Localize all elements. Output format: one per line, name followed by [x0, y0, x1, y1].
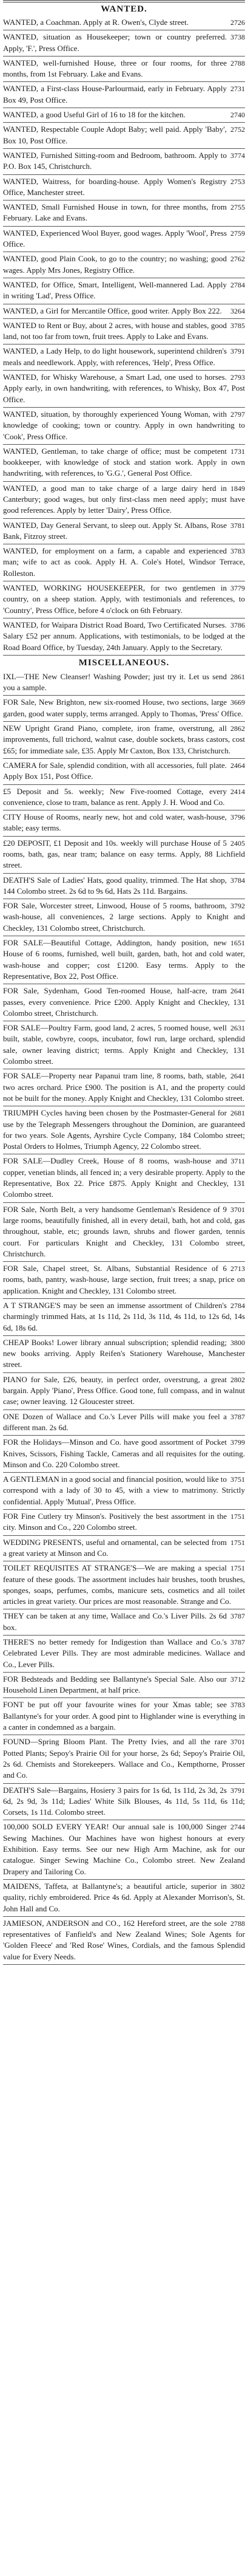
classified-ad: [3, 344, 245, 371]
ad-reference-number: 2464: [230, 761, 245, 770]
ad-reference-number: 2744: [230, 1823, 245, 1832]
classified-ad: [3, 785, 245, 811]
ad-text: WANTED, Small Furnished House in town, for three months, from February. Lake and Evans.: [3, 202, 227, 223]
classified-ad: [3, 837, 245, 874]
ad-text: WANTED, Day General Servant, to sleep out. Apply St. Albans, Rose Bank, Fitzroy street.: [3, 520, 227, 541]
ad-reference-number: 2862: [230, 724, 245, 733]
ad-text: WANTED, Gentleman, to take charge of office; must be competent bookkeeper, with knowledge of stock and station work. Apply in own handwriting, with references, to 'G.G.', General Post Office.: [3, 446, 245, 478]
ad-reference-number: 3783: [230, 1701, 245, 1710]
ad-text: JAMIESON, ANDERSON and CO., 162 Hereford street, are the sole representatives of Fanfield's and New Zealand Wines; Sole Agents for 'Golden Fleece' and 'Red Rose' Wines, Cordials, and the famous Splendid value for Every Needs.: [3, 1918, 245, 1961]
ad-reference-number: 3800: [230, 1338, 245, 1347]
ad-text: MAIDENS, Taffeta, at Ballantyne's; a beautiful article, superior in quality, richly embroidered. Price 4s 6d. Apply at Alexander Morrison's, St. John Hall and Co.: [3, 1881, 245, 1913]
classified-ad: [3, 57, 245, 83]
ad-reference-number: 3787: [230, 1412, 245, 1421]
ad-text: FONT be put off your favourite wines for your Xmas table; see Ballantyne's for your order. A good pint to Highlander wine is everything in a canter in condemned as a bargain.: [3, 1700, 245, 1732]
classified-ad: [3, 108, 245, 123]
classified-ad: [3, 696, 245, 722]
ad-reference-number: 3784: [230, 875, 245, 885]
ad-reference-number: 2762: [230, 255, 245, 264]
classified-ad: [3, 1154, 245, 1202]
ad-reference-number: 2731: [230, 84, 245, 94]
ad-text: TOILET REQUISITES AT STRANGE'S—We are making a special feature of these goods. The assortment includes hair brushes, tooth brushes, sponges, soaps, perfumes, combs, manicure sets, cosmetics and all toilet articles in great variety. Our prices are most reasonable. Strange and Co.: [3, 1563, 245, 1606]
ad-reference-number: 3774: [230, 151, 245, 160]
classified-ad: [3, 1917, 245, 1965]
classified-ad: [3, 519, 245, 545]
ad-reference-number: 3751: [230, 1475, 245, 1484]
ad-text: WANTED, a First-class House-Parlourmaid, early in February. Apply Box 49, Post Office.: [3, 84, 227, 104]
ad-text: IXL—THE New Cleanser! Washing Powder; just try it. Let us send you a sample.: [3, 671, 227, 693]
ad-text: WANTED, a Girl for Mercantile Office, good writer. Apply Box 222.: [3, 306, 222, 315]
ad-text: CAMERA for Sale, splendid condition, with all accessories, full plate. Apply Box 151, Post Office.: [3, 760, 227, 781]
ad-text: NEW Upright Grand Piano, complete, iron frame, overstrung, all improvements, full trichord, walnut case, double sockets, brass castors, cost £65; for immediate sale, £35. Apply Mr Caxton, Box 133, Christchurch.: [3, 724, 245, 755]
ad-text: THERE'S no better remedy for Indigestion than Wallace and Co.'s Celebrated Lever Pills. They are most admirable medicines. Wallace and Co., Lever Pills.: [3, 1637, 245, 1669]
ad-reference-number: 3712: [230, 1674, 245, 1684]
ad-text: FOR Sale, Chapel street, St. Albans, Substantial Residence of 6 rooms, bath, pantry, wash-house, large section, fruit trees; a snap, price on application. Knight and Checkley, 131 Colombo street.: [3, 1264, 245, 1295]
ad-text: ONE Dozen of Wallace and Co.'s Lever Pills will make you feel a different man. 2s 6d.: [3, 1411, 227, 1432]
classified-ad: [3, 408, 245, 445]
classified-ad: [3, 371, 245, 408]
ad-text: WEDDING PRESENTS, useful and ornamental, can be selected from a great variety at Minson and Co.: [3, 1537, 227, 1558]
ad-reference-number: 3738: [230, 33, 245, 42]
ad-reference-number: 3783: [230, 547, 245, 556]
ad-text: WANTED, for Office, Smart, Intelligent, Well-mannered Lad. Apply in writing 'Lad', Press Office.: [3, 279, 227, 301]
ad-reference-number: 2414: [230, 787, 245, 796]
ad-text: FOR the Holidays—Minson and Co. have good assortment of Pocket Knives, Scissors, Fishing Tackle, Cameras and all requisites for the outing. Minson and Co. 220 Colombo street.: [3, 1437, 245, 1469]
ad-text: WANTED, a good Useful Girl of 16 to 18 for the kitchen.: [3, 110, 186, 120]
ad-reference-number: 2784: [230, 280, 245, 289]
ad-text: WANTED, Furnished Sitting-room and Bedroom, bathroom. Apply to P.O. Box 145, Christchurch.: [3, 150, 227, 171]
classified-ad: [3, 149, 245, 175]
classified-ad: [3, 670, 245, 696]
ad-reference-number: 3791: [230, 347, 245, 356]
ad-reference-number: 2740: [230, 111, 245, 120]
classified-ad: [3, 1820, 245, 1879]
ad-text: WANTED, a Lady Help, to do light housework, superintend children's meals and needlework. Apply, with references, 'Help', Press Office.: [3, 346, 227, 367]
ad-text: FOR Sale, North Belt, a very handsome Gentleman's Residence of 9 large rooms, beautifully finished, all in every detail, bath, hot and cold, gas throughout, stable, etc; grounds lawn, shrubs and flower garden, tennis court. For particulars Knight and Checkley, 131 Colombo street, Christchurch.: [3, 1204, 245, 1258]
ad-reference-number: 2405: [230, 838, 245, 848]
classified-ad: [3, 581, 245, 618]
classified-ad: [3, 1203, 245, 1262]
ad-text: WANTED, for employment on a farm, a capable and experienced man; wife to act as cook. Apply H. A. Cole's Hotel, Windsor Terrace, Rolleston.: [3, 546, 245, 578]
classified-ad: [3, 445, 245, 482]
ad-text: 100,000 SOLD EVERY YEAR! Our annual sale is 100,000 Singer Sewing Machines. Our Machines have won highest honours at every Exhibition. Easy terms. See our new High Arm Machine, ask for our catalogue. Singer Sewing Machine Co., Colombo street. New Zealand Drapery and Tailoring Co.: [3, 1822, 245, 1876]
ad-text: WANTED, for Waipara District Road Board, Two Certificated Nurses. Salary £52 per annum. Applications, with testimonials, to be lodged at the Road Board Office, by Tuesday, 24th January. Apply to the Secretary.: [3, 620, 245, 652]
ad-reference-number: 2861: [230, 672, 245, 681]
classified-ad: [3, 936, 245, 984]
ad-text: FOR Sale, Sydenham, Good Ten-roomed House, half-acre, tram passes, every convenience. Price £200. Apply Knight and Checkley, 131 Colombo street, Christchurch.: [3, 986, 245, 1018]
ad-text: WANTED, Respectable Couple Adopt Baby; well paid. Apply 'Baby', Box 10, Post Office.: [3, 125, 227, 145]
classified-ad: [3, 82, 245, 108]
ad-reference-number: 2793: [230, 373, 245, 382]
ad-reference-number: 2641: [230, 987, 245, 996]
classified-ad: [3, 984, 245, 1021]
classified-ad: [3, 1636, 245, 1673]
classified-ad: [3, 16, 245, 30]
ad-reference-number: 2681: [230, 1109, 245, 1118]
ad-text: PIANO for Sale, £26, beauty, in perfect order, overstrung, a great bargain. Apply 'Piano', Press Office. Good tone, full compass, and in walnut case; owner leaving. 12 Gloucester street.: [3, 1374, 245, 1406]
ad-text: TRIUMPH Cycles having been chosen by the Postmaster-General for use by the Telegraph Messengers throughout the Dominion, are guaranteed for two years. Sole Agents, Ayrshire Cycle Company, 184 Colombo street; Postal Orders to Holmes, Triumph Agency, 22 Colombo street.: [3, 1108, 245, 1151]
classified-ad: [3, 175, 245, 201]
classified-ad: [3, 482, 245, 519]
ad-text: WANTED, good Plain Cook, to go to the country; no washing; good wages. Apply Mrs Jones, Registry Office.: [3, 254, 227, 275]
ad-reference-number: 2713: [230, 1264, 245, 1273]
ad-reference-number: 1751: [230, 1538, 245, 1547]
ad-reference-number: 1751: [230, 1564, 245, 1573]
ad-reference-number: 3264: [230, 306, 245, 315]
ad-text: WANTED, situation, by thoroughly experienced Young Woman, with knowledge of cooking; town or country. Apply in own handwriting to 'Cook', Press Office.: [3, 409, 245, 441]
ad-text: FOR Sale, New Brighton, new six-roomed House, two sections, large garden, good water supply, terms arranged. Apply to Thomas, 'Press' Office.: [3, 697, 243, 718]
ad-text: CHEAP Books! Lower library annual subscription; splendid reading; new books arriving. Apply Reifen's Stationery Warehouse, Manchester street.: [3, 1337, 245, 1369]
ad-reference-number: 3787: [230, 1638, 245, 1646]
classified-ad: [3, 30, 245, 57]
ad-reference-number: 2788: [230, 1919, 245, 1928]
ad-reference-number: 2759: [230, 228, 245, 238]
ad-reference-number: 2797: [230, 409, 245, 419]
ad-text: WANTED, a good man to take charge of a large dairy herd in Canterbury; good wages, but only first-class men need apply; must have good references. Apply by letter 'Dairy', Press Office.: [3, 483, 245, 515]
classified-ad: [3, 759, 245, 785]
ad-text: WANTED, Waitress, for boarding-house. Apply Women's Registry Office, Manchester street.: [3, 176, 227, 197]
ad-text: FOR SALE—Beautiful Cottage, Addington, handy position, new House of 6 rooms, furnished, well built, garden, bath, hot and cold water, wash-house and copper; cost £1200. Easy terms. Apply to the Representative, Box 22, Post Office.: [3, 938, 245, 981]
classified-ad: [3, 618, 245, 656]
classified-ad: [3, 1698, 245, 1735]
classified-ad: [3, 319, 245, 345]
classified-ad: [3, 1410, 245, 1436]
ad-text: WANTED, for Whisky Warehouse, a Smart Lad, one used to horses. Apply early, in own handwriting, with references, to Whisky, Box 47, Post Office.: [3, 372, 245, 404]
ad-text: WANTED, well-furnished House, three or four rooms, for three months, from 1st February. Lake and Evans.: [3, 58, 227, 79]
ad-reference-number: 3791: [230, 1786, 245, 1795]
classified-ad: [3, 1735, 245, 1783]
ad-text: FOR Bedsteads and Bedding see Ballantyne's Special Sale. Also our Household Linen Department, at half price.: [3, 1674, 227, 1695]
ad-reference-number: 2753: [230, 177, 245, 186]
classified-ad: [3, 1561, 245, 1609]
ad-reference-number: 3786: [230, 620, 245, 629]
classified-ad: [3, 304, 245, 319]
classified-ad: [3, 200, 245, 227]
ad-text: DEATH'S Sale—Bargains, Hosiery 3 pairs for 1s 6d, 1s 11d, 2s 3d, 2s 6d, 2s 9d, 3s 11d; Ladies' White Silk Blouses, 4s 11d, 5s 11d, 6s 11d; Corsets, 1s 11d. Colombo street.: [3, 1785, 245, 1817]
classified-ad: [3, 1299, 245, 1336]
ad-text: FOR Fine Cutlery try Minson's. Positively the best assortment in the city. Minson and Co., 220 Colombo street.: [3, 1512, 227, 1532]
misc-section: [3, 656, 245, 1965]
ad-reference-number: 2641: [230, 1072, 245, 1081]
classified-ad: [3, 1609, 245, 1636]
ad-reference-number: 3799: [230, 1438, 245, 1447]
misc-ad-list: [3, 670, 245, 1965]
classified-ad: [3, 1784, 245, 1821]
ad-reference-number: 2752: [230, 125, 245, 134]
ad-reference-number: 3711: [230, 1157, 245, 1166]
ad-text: £5 Deposit and 5s. weekly; New Five-roomed Cottage, every convenience, close to tram, balance as rent. Apply J. H. Wood and Co.: [3, 786, 227, 807]
classified-ad: [3, 227, 245, 253]
ad-reference-number: 2784: [230, 1301, 245, 1310]
ad-reference-number: 3787: [230, 1612, 245, 1621]
classified-ad: [3, 1373, 245, 1410]
classified-ad: [3, 722, 245, 759]
ad-text: WANTED to Rent or Buy, about 2 acres, with house and stables, good land, not too far from town, fruit trees. Apply to Lake and Evans.: [3, 320, 227, 341]
ad-reference-number: 3781: [230, 521, 245, 530]
ad-reference-number: 3701: [230, 1738, 245, 1747]
ad-text: FOR Sale, Worcester street, Linwood, House of 5 rooms, bathroom, wash-house, all conveniences, 2 large sections. Apply to Knight and Checkley, 131 Colombo street, Christchurch.: [3, 901, 245, 933]
ad-text: WANTED, WORKING HOUSEKEEPER, for two gentlemen in country, on a sheep station. Apply, with testimonials and references, to 'Country', Press Office, before 4 o'clock on 6th February.: [3, 583, 245, 615]
ad-text: FOR SALE—Poultry Farm, good land, 2 acres, 5 roomed house, well built, stable, cowbyre, coops, incubator, fowl run, large orchard, splendid sale, owner leaving district; terms. Apply Knight and Checkley, 131 Colombo street.: [3, 1023, 245, 1066]
classified-ad: [3, 1880, 245, 1917]
ad-reference-number: 3792: [230, 902, 245, 911]
ad-reference-number: 1849: [230, 484, 245, 493]
section-heading-wanted: WANTED.: [101, 4, 147, 14]
classified-ad: [3, 1021, 245, 1069]
classified-ad: [3, 1673, 245, 1699]
classified-ad: [3, 1262, 245, 1299]
ad-reference-number: 2788: [230, 58, 245, 67]
ad-reference-number: 1751: [230, 1512, 245, 1521]
classified-ad: [3, 544, 245, 581]
ad-reference-number: 2726: [230, 18, 245, 27]
ad-text: THEY can be taken at any time, Wallace and Co.'s Liver Pills. 2s 6d box.: [3, 1611, 227, 1632]
wanted-ad-list: [3, 16, 245, 656]
ad-text: WANTED, a Coachman. Apply at R. Owen's, Clyde street.: [3, 18, 189, 27]
classified-ad: [3, 252, 245, 278]
classified-ad: [3, 123, 245, 149]
ad-text: DEATH'S Sale of Ladies' Hats, good quality, trimmed. The Hat shop, 144 Colombo street. 2s 6d to 9s 6d, Hats 2s 11d. Bargains.: [3, 875, 227, 896]
ad-reference-number: 1651: [230, 939, 245, 948]
ad-reference-number: 2631: [230, 1024, 245, 1033]
ad-text: A GENTLEMAN in a good social and financial position, would like to correspond with a lady of 30 to 45, with a view to matrimony. Strictly confidential. Apply 'Mutual', Press Office.: [3, 1475, 245, 1506]
ad-reference-number: 3669: [230, 698, 245, 707]
ad-text: FOR SALE—Dudley Creek, House of 8 rooms, wash-house and copper, venetian blinds, all fenced in; a very desirable property. Apply to the Representative, Box 22. Price £875. Apply Knight and Checkley, 131 Colombo street.: [3, 1156, 245, 1199]
ad-reference-number: 2802: [230, 1375, 245, 1384]
ad-text: WANTED, situation as Housekeeper; town or country preferred. Apply, 'F.', Press Office.: [3, 32, 227, 53]
ad-text: £20 DEPOSIT, £1 Deposit and 10s. weekly will purchase House of 5 rooms, bath, gas, near tram; balance on easy terms. Apply, 88 Lichfield street.: [3, 838, 245, 870]
classified-ad: [3, 1510, 245, 1536]
classified-ad: [3, 1069, 245, 1106]
ad-reference-number: 3701: [230, 1205, 245, 1214]
ad-reference-number: 3796: [230, 813, 245, 822]
ad-reference-number: 3802: [230, 1882, 245, 1891]
ad-text: A T STRANGE'S may be seen an immense assortment of Children's charmingly trimmed Hats, at 1s 11d, 2s 11d, 3s 11d, 4s 11d, to 12s 6d, 14s 6d, 18s 6d.: [3, 1300, 245, 1332]
ad-text: CITY House of Rooms, nearly new, hot and cold water, wash-house, stable; easy terms.: [3, 812, 227, 833]
ad-reference-number: 1731: [230, 447, 245, 456]
ad-reference-number: 3779: [230, 584, 245, 593]
ad-text: WANTED, Experienced Wool Buyer, good wages. Apply 'Wool', Press Office.: [3, 228, 227, 249]
ad-reference-number: 3785: [230, 321, 245, 330]
classified-ad: [3, 899, 245, 936]
classified-ad: [3, 1436, 245, 1473]
ad-text: FOUND—Spring Bloom Plant. The Pretty Ivies, and all the rare Potted Plants; Sepoy's Prairie Oil for your horse, 2s 6d; Sepoy's Prairie Oil, 2s 6d. Chemists and Storekeepers. Wallace and Co., Kempthorne, Prosser and Co.: [3, 1737, 245, 1780]
classified-ad: [3, 810, 245, 837]
section-heading-miscellaneous: MISCELLANEOUS.: [78, 657, 170, 668]
classified-ad: [3, 1336, 245, 1373]
classified-ad: [3, 874, 245, 900]
ad-reference-number: 2755: [230, 203, 245, 212]
ad-text: FOR SALE—Property near Papanui tram line, 8 rooms, bath, stable, two acres orchard. Price £900. The position is A1, and the property could not be built for the money. Apply Knight and Checkley, 131 Colombo street.: [3, 1071, 245, 1103]
classified-ad: [3, 278, 245, 304]
classified-ad: [3, 1473, 245, 1510]
classified-ad: [3, 1106, 245, 1154]
classified-ad: [3, 1536, 245, 1562]
wanted-section: [3, 2, 245, 656]
